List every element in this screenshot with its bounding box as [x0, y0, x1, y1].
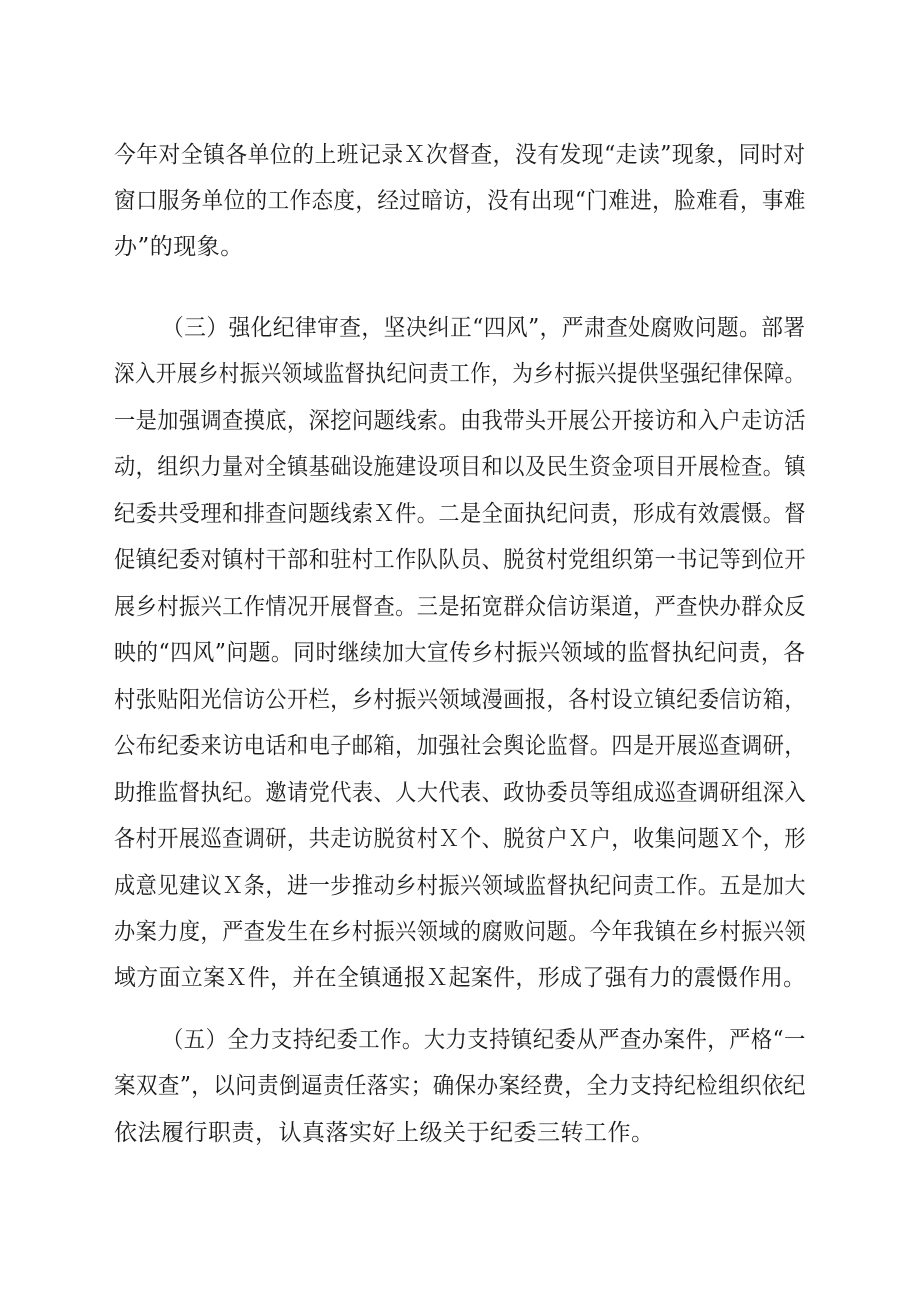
text-line: 窗口服务单位的工作态度，经过暗访，没有出现“门难进，脸难看，事难 [114, 188, 806, 214]
text-line: 动，组织力量对全镇基础设施建设项目和以及民生资金项目开展检查。镇 [114, 454, 806, 480]
text-line: 一是加强调查摸底，深挖问题线索。由我带头开展公开接访和入户走访活 [114, 408, 806, 434]
text-line: 深入开展乡村振兴领域监督执纪问责工作，为乡村振兴提供坚强纪律保障。 [114, 361, 806, 387]
text-line: 纪委共受理和排查问题线索Ｘ件。二是全面执纪问责，形成有效震慑。督 [114, 501, 806, 527]
text-line: 域方面立案Ｘ件，并在全镇通报Ｘ起案件，形成了强有力的震慑作用。 [114, 965, 806, 991]
text-line: （三）强化纪律审查，坚决纠正“四风”，严肃查处腐败问题。部署 [162, 315, 806, 341]
text-line: 办”的现象。 [114, 234, 244, 260]
text-line: 映的“四风”问题。同时继续加大宣传乡村振兴领域的监督执纪问责，各 [114, 640, 806, 666]
text-line: 办案力度，严查发生在乡村振兴领域的腐败问题。今年我镇在乡村振兴领 [114, 919, 806, 945]
text-line: 今年对全镇各单位的上班记录Ｘ次督查，没有发现“走读”现象，同时对 [114, 142, 806, 168]
text-line: 公布纪委来访电话和电子邮箱，加强社会舆论监督。四是开展巡查调研， [114, 733, 806, 759]
text-line: （五）全力支持纪委工作。大力支持镇纪委从严查办案件，严格“一 [162, 1027, 806, 1053]
text-line: 依法履行职责，认真落实好上级关于纪委三转工作。 [114, 1120, 655, 1146]
text-line: 展乡村振兴工作情况开展督查。三是拓宽群众信访渠道，严查快办群众反 [114, 594, 806, 620]
text-line: 促镇纪委对镇村干部和驻村工作队队员、脱贫村党组织第一书记等到位开 [114, 547, 806, 573]
text-line: 成意见建议Ｘ条，进一步推动乡村振兴领域监督执纪问责工作。五是加大 [114, 873, 806, 899]
text-line: 助推监督执纪。邀请党代表、人大代表、政协委员等组成巡查调研组深入 [114, 780, 806, 806]
text-line: 村张贴阳光信访公开栏，乡村振兴领域漫画报，各村设立镇纪委信访箱， [114, 687, 806, 713]
text-line: 案双查”，以问责倒逼责任落实；确保办案经费，全力支持纪检组织依纪 [114, 1073, 806, 1099]
text-line: 各村开展巡查调研，共走访脱贫村Ｘ个、脱贫户Ｘ户，收集问题Ｘ个，形 [114, 826, 806, 852]
